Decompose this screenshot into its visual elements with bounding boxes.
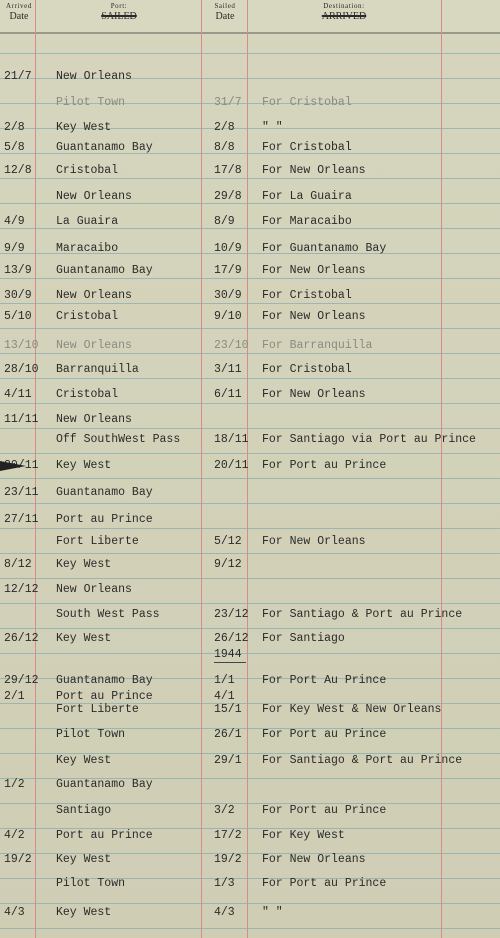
port-name: Cristobal (56, 388, 119, 401)
arrived-date: 4/9 (4, 215, 25, 228)
port-name: Guantanamo Bay (56, 141, 153, 154)
arrived-date: 27/11 (4, 513, 39, 526)
port-name: Guantanamo Bay (56, 674, 153, 687)
arrived-date: 8/12 (4, 558, 32, 571)
port-name: Maracaibo (56, 242, 119, 255)
sailed-date: 9/10 (214, 310, 242, 323)
port-name: New Orleans (56, 289, 132, 302)
port-name: New Orleans (56, 190, 132, 203)
arrived-date: 20/11 (4, 459, 39, 472)
sailed-date: 1/3 (214, 877, 235, 890)
log-entry (0, 238, 500, 260)
destination-text: For Barranquilla (262, 339, 373, 352)
port-name: Pilot Town (56, 96, 126, 109)
sailed-date: 29/8 (214, 190, 242, 203)
port-name: New Orleans (56, 583, 132, 596)
port-name: Port au Prince (56, 513, 153, 526)
destination-text: For Key West & New Orleans (262, 703, 442, 716)
arrived-date: 2/8 (4, 121, 25, 134)
log-entry (0, 825, 500, 847)
sailed-date: 5/12 (214, 535, 242, 548)
destination-text: For La Guaira (262, 190, 352, 203)
destination-text: For Santiago via Port au Prince (262, 433, 476, 446)
sailed-date: 29/1 (214, 754, 242, 767)
sailed-date: 17/9 (214, 264, 242, 277)
sailed-date: 3/11 (214, 363, 242, 376)
log-entry (0, 211, 500, 233)
arrived-date: 1/2 (4, 778, 25, 791)
sailed-date: 15/1 (214, 703, 242, 716)
log-entry (0, 137, 500, 159)
sailed-date: 17/2 (214, 829, 242, 842)
port-name: New Orleans (56, 413, 132, 426)
year-marker: 1944 (214, 648, 246, 663)
log-entry (0, 335, 500, 357)
destination-text: For Port au Prince (262, 459, 387, 472)
log-entry (0, 604, 500, 626)
destination-text: For Santiago & Port au Prince (262, 754, 463, 767)
arrived-date: 30/9 (4, 289, 32, 302)
sailed-header: Sailed Date (214, 2, 236, 22)
log-entry (0, 628, 500, 650)
destination-text: For Cristobal (262, 363, 352, 376)
destination-text: For New Orleans (262, 853, 366, 866)
port-name: Off SouthWest Pass (56, 433, 181, 446)
sailed-date: 4/3 (214, 906, 235, 919)
destination-text: For Cristobal (262, 141, 352, 154)
destination-text: For Cristobal (262, 96, 352, 109)
sailed-date: 23/12 (214, 608, 249, 621)
port-name: Santiago (56, 804, 112, 817)
log-entry (0, 800, 500, 822)
log-entry (0, 66, 500, 88)
log-entry (0, 409, 500, 431)
sailed-date: 26/1 (214, 728, 242, 741)
port-name: La Guaira (56, 215, 119, 228)
sailed-date: 17/8 (214, 164, 242, 177)
port-name: Fort Liberte (56, 535, 139, 548)
arrived-date: 28/10 (4, 363, 39, 376)
destination-text: For New Orleans (262, 535, 366, 548)
arrived-date: 26/12 (4, 632, 39, 645)
sailed-date: 8/8 (214, 141, 235, 154)
sailed-date: 4/1 (214, 690, 235, 703)
arrived-date: 5/10 (4, 310, 32, 323)
log-entry (0, 579, 500, 601)
arrived-date: 23/11 (4, 486, 39, 499)
port-name: Key West (56, 754, 112, 767)
log-entry (0, 160, 500, 182)
port-name: Guantanamo Bay (56, 778, 153, 791)
port-name: New Orleans (56, 339, 132, 352)
destination-text: For Cristobal (262, 289, 352, 302)
log-entry (0, 774, 500, 796)
port-name: Pilot Town (56, 728, 126, 741)
log-entry (0, 724, 500, 746)
log-entry (0, 554, 500, 576)
arrived-date: 4/11 (4, 388, 32, 401)
port-header: Port: SAILED (101, 2, 137, 22)
sailed-date: 1/1 (214, 674, 235, 687)
log-entry (0, 699, 500, 721)
log-entry (0, 285, 500, 307)
arrived-date: 9/9 (4, 242, 25, 255)
log-entry (0, 531, 500, 553)
log-entry (0, 902, 500, 924)
port-name: Port au Prince (56, 690, 153, 703)
sailed-date: 6/11 (214, 388, 242, 401)
destination-text: For Maracaibo (262, 215, 352, 228)
destination-text: For Port au Prince (262, 804, 387, 817)
sailed-date: 20/11 (214, 459, 249, 472)
log-entry (0, 750, 500, 772)
destination-text: For New Orleans (262, 388, 366, 401)
log-entry (0, 455, 500, 477)
log-entry (0, 92, 500, 114)
port-name: Key West (56, 906, 112, 919)
log-entry (0, 482, 500, 504)
destination-text: For Port au Prince (262, 728, 387, 741)
arrived-date: 13/10 (4, 339, 39, 352)
destination-text: For Santiago (262, 632, 345, 645)
destination-header: Destination: ARRIVED (321, 2, 367, 22)
destination-text: For New Orleans (262, 310, 366, 323)
log-entry (0, 509, 500, 531)
destination-text: For New Orleans (262, 164, 366, 177)
port-name: Barranquilla (56, 363, 139, 376)
sailed-date: 23/10 (214, 339, 249, 352)
destination-text: For Port au Prince (262, 877, 387, 890)
sailed-date: 8/9 (214, 215, 235, 228)
destination-text: " " (262, 121, 283, 134)
log-entry (0, 117, 500, 139)
port-name: Guantanamo Bay (56, 264, 153, 277)
log-entry (0, 186, 500, 208)
port-name: Key West (56, 853, 112, 866)
log-entry (0, 849, 500, 871)
port-name: Cristobal (56, 164, 119, 177)
port-name: Key West (56, 632, 112, 645)
arrived-date: 19/2 (4, 853, 32, 866)
port-name: Guantanamo Bay (56, 486, 153, 499)
arrived-date: 21/7 (4, 70, 32, 83)
port-name: Pilot Town (56, 877, 126, 890)
port-name: South West Pass (56, 608, 160, 621)
destination-text: For Santiago & Port au Prince (262, 608, 463, 621)
arrived-date: 4/3 (4, 906, 25, 919)
sailed-date: 10/9 (214, 242, 242, 255)
arrived-date: 12/8 (4, 164, 32, 177)
log-entry (0, 429, 500, 451)
sailed-date: 19/2 (214, 853, 242, 866)
sailed-date: 26/12 (214, 632, 249, 645)
port-name: New Orleans (56, 70, 132, 83)
arrived-date: 2/1 (4, 690, 25, 703)
arrived-date: 29/12 (4, 674, 39, 687)
arrived-date: 4/2 (4, 829, 25, 842)
port-name: Key West (56, 459, 112, 472)
sailed-date: 2/8 (214, 121, 235, 134)
log-entry (0, 260, 500, 282)
port-name: Key West (56, 558, 112, 571)
port-name: Fort Liberte (56, 703, 139, 716)
arrived-date: 12/12 (4, 583, 39, 596)
sailed-date: 18/11 (214, 433, 249, 446)
log-entry (0, 359, 500, 381)
log-entry (0, 306, 500, 328)
destination-text: For Guantanamo Bay (262, 242, 387, 255)
arrived-date: 11/11 (4, 413, 39, 426)
arrived-date: 13/9 (4, 264, 32, 277)
arrived-date: 5/8 (4, 141, 25, 154)
sailed-date: 9/12 (214, 558, 242, 571)
column-header (0, 0, 500, 34)
destination-text: For Port Au Prince (262, 674, 387, 687)
pointer-mark (0, 461, 26, 471)
log-entry (0, 384, 500, 406)
sailed-date: 3/2 (214, 804, 235, 817)
arrived-header: Arrived Date (6, 2, 32, 22)
sailed-date: 30/9 (214, 289, 242, 302)
destination-text: For Key West (262, 829, 345, 842)
port-name: Key West (56, 121, 112, 134)
destination-text: " " (262, 906, 283, 919)
log-entry (0, 873, 500, 895)
destination-text: For New Orleans (262, 264, 366, 277)
port-name: Port au Prince (56, 829, 153, 842)
port-name: Cristobal (56, 310, 119, 323)
sailed-date: 31/7 (214, 96, 242, 109)
